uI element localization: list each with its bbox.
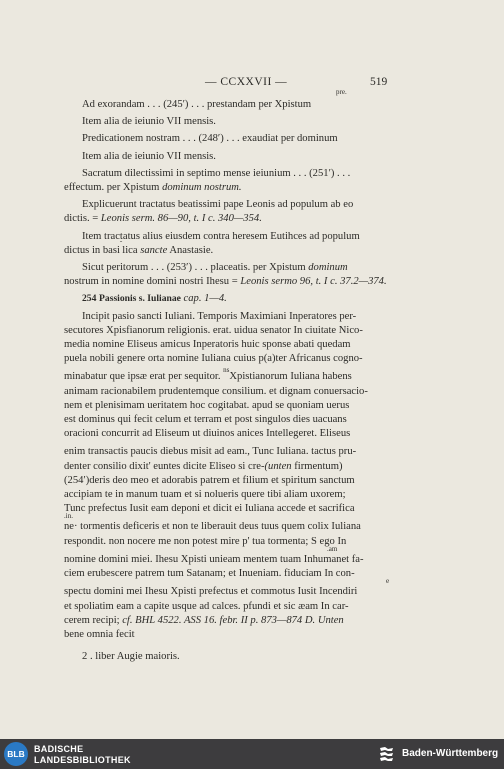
footnote-text: . liber Augie maioris. <box>89 651 180 663</box>
para-incipit-pasio: Incipit pasio sancti Iuliani. Temporis Maximiani Inperatores per- secutores Xpisfianorum religionis. erat. uidua senator In ciuitate Nico- media nomine Eliseus amicus Inperatoris huic sponse abati quedam puela nobili genere orta nomine Iuliana cuius p(a)ter Africanus cogno- minabatur que ipsæ erat per sequitor. $^{ns}$Xpistianorum Iuliana habens animam racionabilem prudentemque consilium. et dignam conuersacio- nem et plenisimam ueritatem hoc cogitabat. apud se quoniam uerus est dominus qui fecit celum et terram et post singulos dies uacuans oracioni concurrit ad Eliseum ut diuinos anices Intellegeret. Eliseus pre. enim transactis paucis diebus misit ad eam., Tunc Iuliana. tactus pru- denter consilio dixit' euntes dicite Eliseo si cre-(unten firmentum) (254′)deris deo meo et adorabis patrem et filium et spiritum sanctum accipiam te in manum tuam et si nolueris quere tibi aliam uxorem; Tunc prefectus Iusit eam deponi et dicit ei Iuliana accede et sacrifica .in. ne· tormentis deficeris et non te liberauit deus tuus quem colix Iuliana respondit. non nocere me non potest mire p' tua tormenta; S ego In .am nomine domini miei. Ihesu Xpisti unieam mentem tuam Inhumanet fa- ciem erubescere patrem tum Satanam; et Inueniam. fiduciam In con- e spectu domini mei Ihesu Xpisti prefectus et commotus Iusit Incendiri et spoliatim eam a capite usque ad calces. pfundi et sic æam In car- cerem recipi; cf. BHL 4522. ASS 16. febr. II p. 873—874 D. Unten bene omnia fecit <box>64 88 390 640</box>
line-item-ieiunio-2: Item alia de ieiunio VII mensis. <box>82 150 216 162</box>
page-number: 519 <box>370 76 388 88</box>
para-item-tractatus: Item tractatus alius eiusdem contra heresem Eutihces ad populum dictus in basi˜lica sancte Anastasie. <box>64 230 360 256</box>
page-header <box>0 76 504 92</box>
baden-wuerttemberg-lions-icon <box>377 744 397 764</box>
footnote-number: 2 <box>82 651 88 663</box>
viewer-footer-bar <box>0 739 504 769</box>
blb-library-name[interactable]: BADISCHE LANDESBIBLIOTHEK <box>34 744 131 765</box>
line-predicationem: Predicationem nostram . . . (248′) . . . exaudiat per dominum <box>82 133 338 145</box>
blb-logo-icon[interactable]: BLB <box>4 742 28 766</box>
baden-wuerttemberg-label[interactable]: Baden-Württemberg <box>402 748 499 759</box>
section-heading-254: 254 Passionis s. Iulianae cap. 1—4. <box>82 293 227 305</box>
page-body <box>64 88 420 664</box>
para-sicut-peritorum: Sicut peritorum . . . (253′) . . . placeatis. per Xpistum dominum nostrum in nomine domini nostri Ihesu = Leonis sermo 96, t. I c. 37.2—374. <box>64 262 387 288</box>
line-item-ieiunio-1: Item alia de ieiunio VII mensis. <box>82 116 216 128</box>
line-exorandam: Ad exorandam . . . (245′) . . . prestandam per Xpistum <box>82 99 312 110</box>
chapter-roman-numeral: — CCXXVII — <box>205 76 288 88</box>
para-sacratum: Sacratum dilectissimi in septimo mense ieiunium . . . (251′) . . . effectum. per Xpistum dominum nostrum. <box>64 167 351 194</box>
footnote <box>64 650 420 664</box>
para-explicuerunt: Explicuerunt tractatus beatissimi pape Leonis ad populum ab eo dictis. = Leonis serm. 86—90, t. I c. 340—354. <box>64 199 354 225</box>
